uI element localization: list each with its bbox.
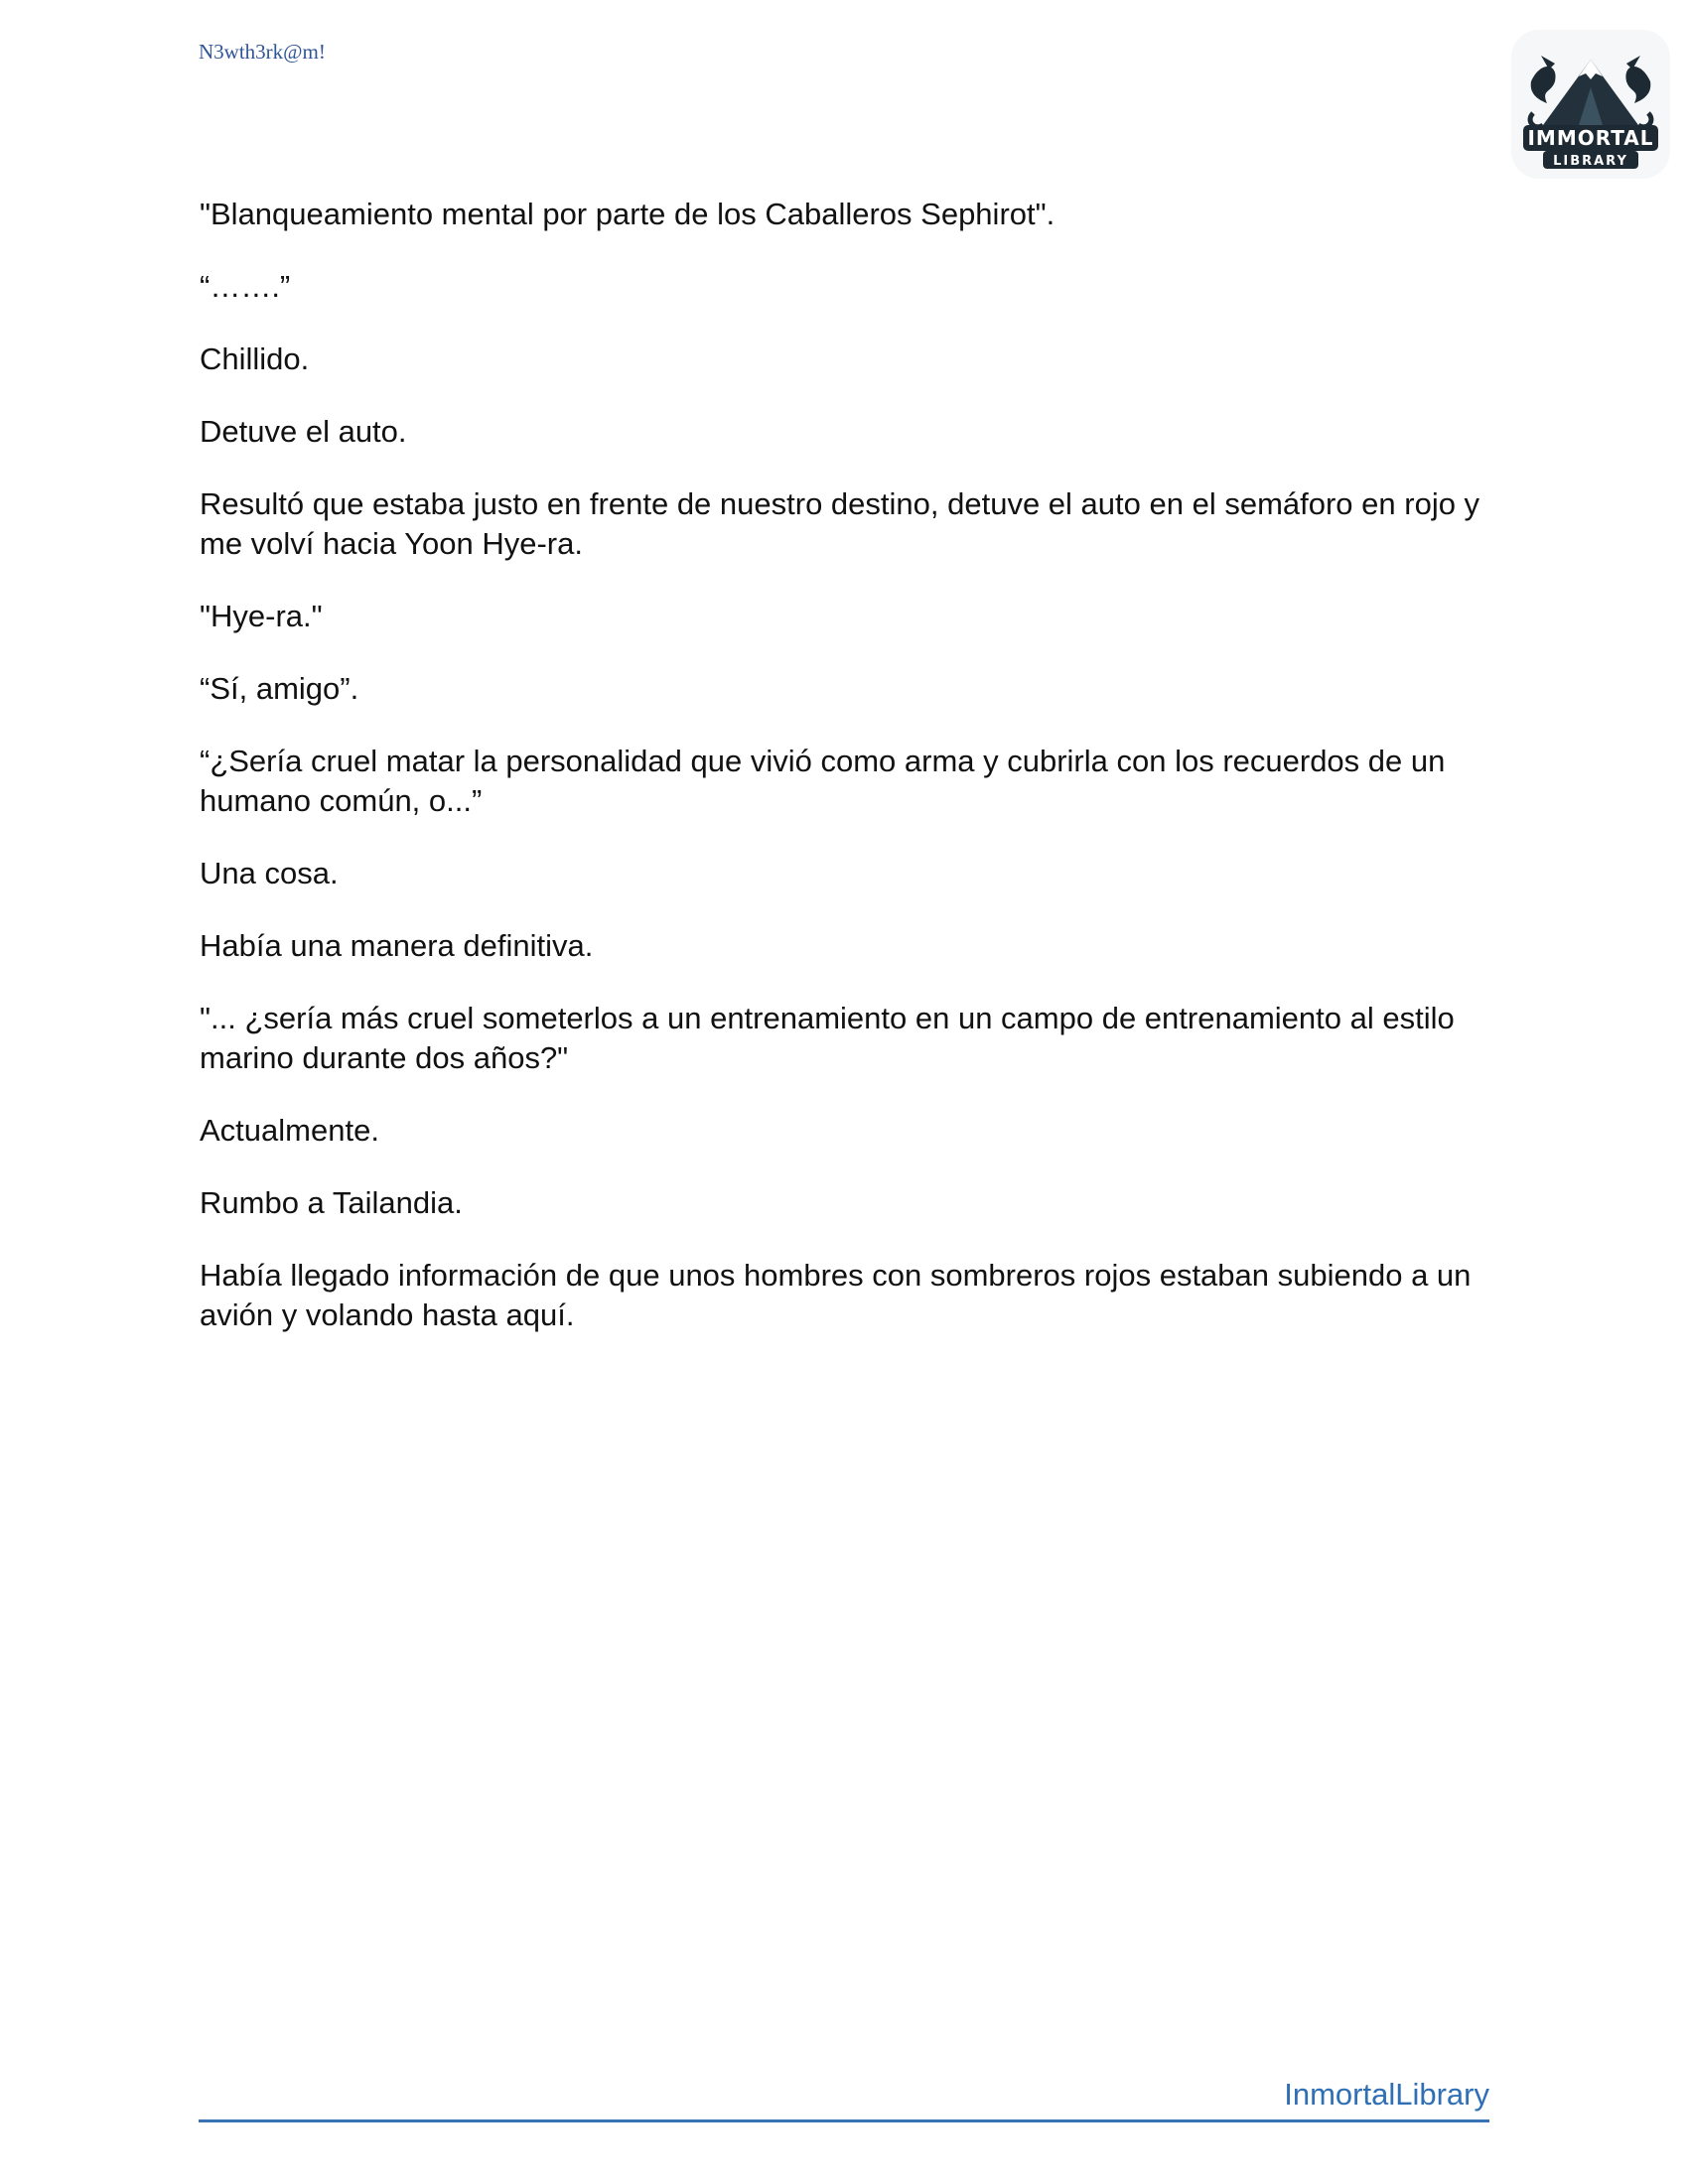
immortal-library-logo xyxy=(1511,30,1670,179)
paragraph: Rumbo a Tailandia. xyxy=(200,1185,463,1220)
footer-link[interactable]: InmortalLibrary xyxy=(1284,2077,1489,2112)
paragraph: "Hye-ra." xyxy=(200,599,323,633)
footer-divider xyxy=(199,2119,1489,2122)
paragraph: "Blanqueamiento mental por parte de los Caballeros Sephirot". xyxy=(200,197,1055,231)
paragraph: "... ¿sería más cruel someterlos a un entrenamiento en un campo de entrenamiento al estilo marino durante dos años?" xyxy=(200,1001,1464,1075)
paragraph: “¿Sería cruel matar la personalidad que vivió como arma y cubrirla con los recuerdos de un humano común, o...” xyxy=(200,744,1454,818)
paragraph: Resultó que estaba justo en frente de nuestro destino, detuve el auto en el semáforo en rojo y me volví hacia Yoon Hye-ra. xyxy=(200,486,1488,561)
chapter-body xyxy=(200,195,1490,1368)
logo-text-bottom: LIBRARY xyxy=(1553,154,1628,169)
paragraph: Detuve el auto. xyxy=(200,414,407,449)
paragraph: Una cosa. xyxy=(200,856,339,890)
paragraph: Actualmente. xyxy=(200,1113,379,1148)
logo-emblem-icon xyxy=(1511,30,1670,179)
paragraph: “Sí, amigo”. xyxy=(200,671,359,706)
header-credit: N3wth3rk@m! xyxy=(199,40,326,64)
paragraph: Había llegado información de que unos hombres con sombreros rojos estaban subiendo a un avión y volando hasta aquí. xyxy=(200,1258,1480,1332)
logo-text-top: IMMORTAL xyxy=(1527,126,1654,150)
paragraph: Había una manera definitiva. xyxy=(200,928,594,963)
paragraph: Chillido. xyxy=(200,341,310,376)
paragraph: “…….” xyxy=(200,269,291,304)
